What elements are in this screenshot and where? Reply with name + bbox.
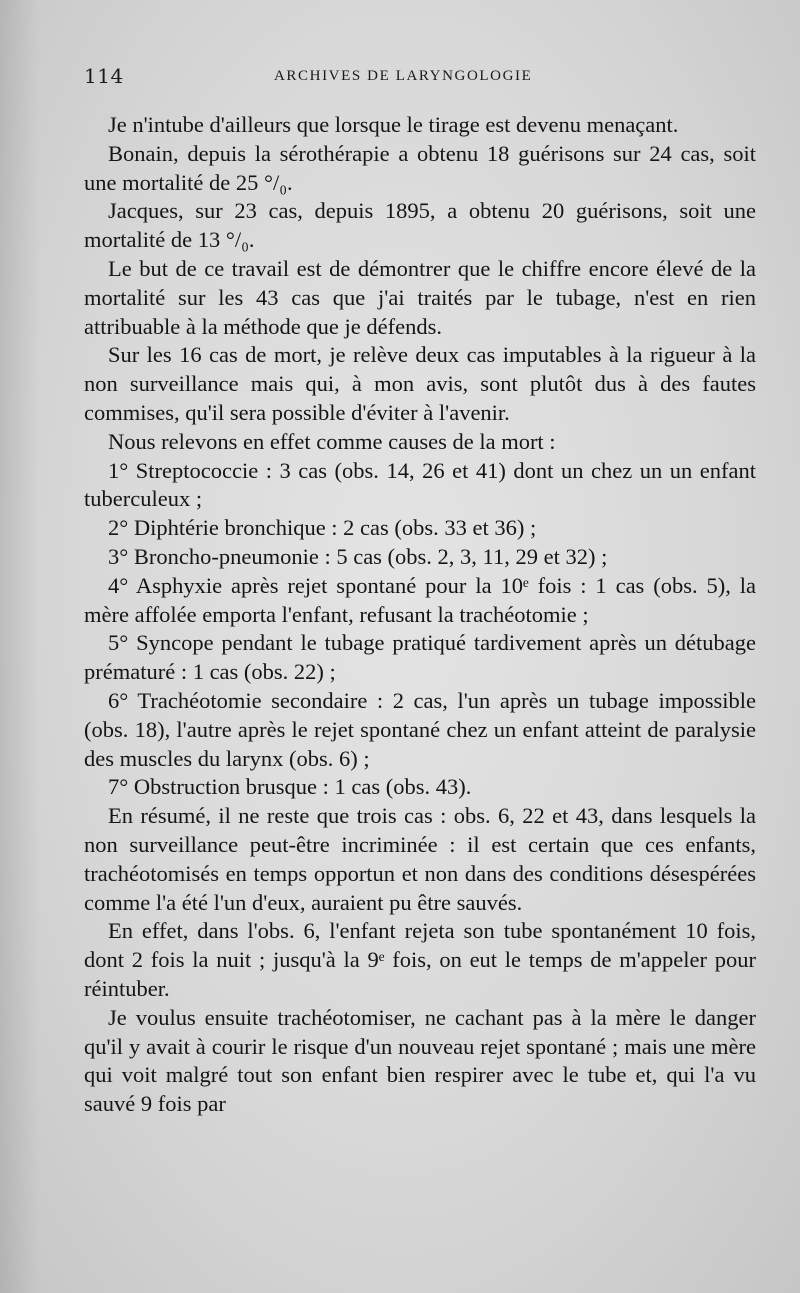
list-item-7: 7° Obstruction brusque : 1 cas (obs. 43). [108,774,472,800]
page-edge-shadow [0,0,40,1293]
list-item-3: 3° Broncho-pneumonie : 5 cas (obs. 2, 3, 11, 29 et 32) ; [108,543,608,569]
paragraph-3: Jacques, sur 23 cas, depuis 1895, a obtenu 20 guérisons, soit une mortalité de 13 °/₀. [84,198,756,253]
running-title: ARCHIVES DE LARYNGOLOGIE [274,68,533,84]
page-header [84,64,756,92]
paragraph-5: Sur les 16 cas de mort, je relève deux cas imputables à la rigueur à la non surveillance mais qui, à mon avis, sont plutôt dus à des fautes commises, qu'il sera possible d'éviter à l'avenir. [84,342,756,425]
list-item-1: 1° Streptococcie : 3 cas (obs. 14, 26 et 41) dont un chez un un enfant tuberculeux ; [84,457,756,512]
list-item-5: 5° Syncope pendant le tubage pratiqué tardivement après un détubage prématuré : 1 cas (obs. 22) ; [84,630,756,685]
page-number: 114 [84,64,124,88]
paragraph-1: Je n'intube d'ailleurs que lorsque le tirage est devenu menaçant. [108,112,679,137]
list-item-4: 4° Asphyxie après rejet spontané pour la 10ᵉ fois : 1 cas (obs. 5), la mère affolée emporta l'enfant, refusant la trachéotomie ; [84,572,756,627]
paragraph-2: Bonain, depuis la sérothérapie a obtenu 18 guérisons sur 24 cas, soit une mortalité de 25 °/₀. [84,140,756,195]
list-item-6: 6° Trachéotomie secondaire : 2 cas, l'un après un tubage impossible (obs. 18), l'autre après le rejet spontané chez un enfant atteint de paralysie des muscles du larynx (obs. 6) ; [84,687,756,771]
paragraph-7: En résumé, il ne reste que trois cas : obs. 6, 22 et 43, dans lesquels la non surveillance peut-être incriminée : il est certain que ces enfants, trachéotomisés en temps opportun et non dans des conditions désespérées comme l'a été l'un d'eux, auraient pu être sauvés. [84,803,756,915]
body-text [84,111,756,1119]
paragraph-4: Le but de ce travail est de démontrer que le chiffre encore élevé de la mortalité sur les 43 cas que j'ai traités par le tubage, n'est en rien attribuable à la méthode que je défends. [84,255,756,339]
paragraph-8: En effet, dans l'obs. 6, l'enfant rejeta son tube spontanément 10 fois, dont 2 fois la nuit ; jusqu'à la 9ᵉ fois, on eut le temps de m'appeler pour réintuber. [84,918,756,1001]
list-item-2: 2° Diphtérie bronchique : 2 cas (obs. 33 et 36) ; [108,515,537,541]
paragraph-9: Je voulus ensuite trachéotomiser, ne cachant pas à la mère le danger qu'il y avait à courir le risque d'un nouveau rejet spontané ; mais une mère qui voit malgré tout son enfant bien respirer avec le tube et, qui l'a vu sauvé 9 fois par [84,1004,756,1117]
paragraph-6: Nous relevons en effet comme causes de la mort : [108,428,556,454]
